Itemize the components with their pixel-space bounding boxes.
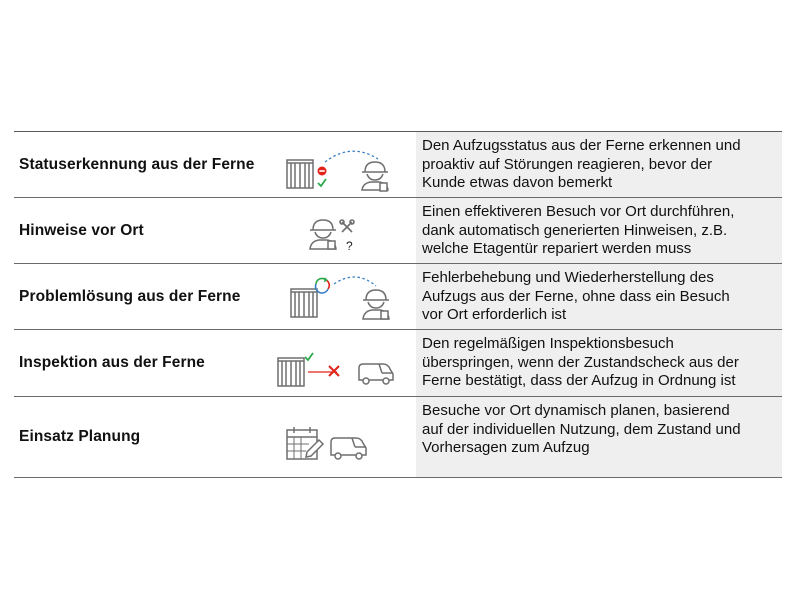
row-description: Besuche vor Ort dynamisch planen, basierend auf der individuellen Nutzung, dem Zustand und Vorhersagen zum Aufzug bbox=[416, 397, 782, 477]
elevator-icon bbox=[278, 358, 304, 386]
technician-icon bbox=[310, 220, 336, 249]
refresh-icon bbox=[316, 278, 330, 293]
connection-arc-icon bbox=[334, 277, 376, 286]
row-icons bbox=[276, 264, 416, 329]
cross-icon bbox=[329, 366, 339, 376]
elevator-icon bbox=[291, 289, 317, 317]
feature-table bbox=[14, 131, 782, 478]
table-row bbox=[14, 132, 782, 198]
row-description: Den regelmäßigen Inspektionsbesuch überspringen, wenn der Zustandscheck aus der Ferne bestätigt, dass der Aufzug in Ordnung ist bbox=[416, 330, 782, 396]
row-title: Statuserkennung aus der Ferne bbox=[19, 155, 255, 173]
row-description: Den Aufzugsstatus aus der Ferne erkennen und proaktiv auf Störungen reagieren, bevor der Kunde etwas davon bemerkt bbox=[416, 132, 782, 197]
technician-icon bbox=[362, 162, 388, 191]
row-icons bbox=[276, 330, 416, 396]
question-mark-icon: ? bbox=[346, 239, 353, 253]
row-title: Inspektion aus der Ferne bbox=[19, 354, 205, 371]
van-icon bbox=[359, 364, 393, 384]
table-row bbox=[14, 198, 782, 264]
checkmark-icon bbox=[305, 353, 313, 360]
row-icons bbox=[276, 132, 416, 197]
row-description: Einen effektiveren Besuch vor Ort durchführen, dank automatisch generierten Hinweisen, z.B. welche Etagentür repariert werden muss bbox=[416, 198, 782, 263]
connection-arc-icon bbox=[325, 151, 378, 162]
row-title: Einsatz Planung bbox=[19, 428, 141, 445]
row-title: Hinweise vor Ort bbox=[19, 221, 144, 239]
van-icon bbox=[331, 438, 366, 459]
row-description: Fehlerbehebung und Wiederherstellung des Aufzugs aus der Ferne, ohne dass ein Besuch vor Ort erforderlich ist bbox=[416, 264, 782, 329]
technician-icon bbox=[363, 290, 389, 319]
table-row bbox=[14, 397, 782, 478]
table-row bbox=[14, 330, 782, 397]
row-title: Problemlösung aus der Ferne bbox=[19, 287, 241, 305]
stop-sign-icon bbox=[318, 167, 327, 176]
tools-icon bbox=[340, 220, 354, 232]
row-icons bbox=[276, 198, 416, 263]
calendar-edit-icon bbox=[287, 427, 323, 459]
checkmark-icon bbox=[318, 179, 326, 186]
table-row bbox=[14, 264, 782, 330]
elevator-icon bbox=[287, 160, 313, 188]
row-icons bbox=[276, 397, 416, 477]
